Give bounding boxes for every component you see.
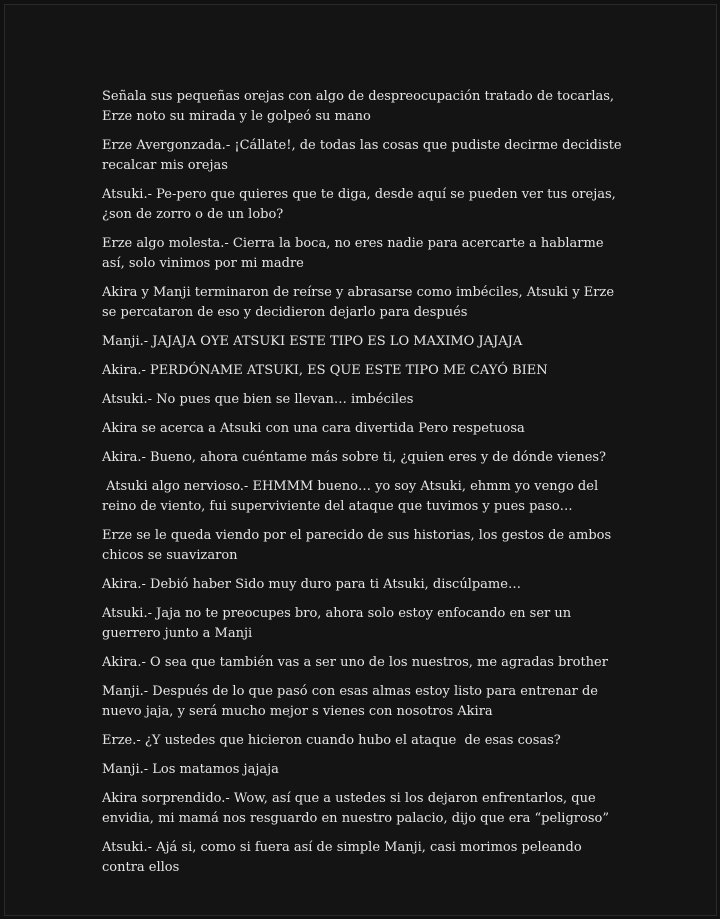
- paragraph: Akira.- Bueno, ahora cuéntame más sobre ti, ¿quien eres y de dónde vienes?: [102, 450, 607, 465]
- paragraph: Akira y Manji terminaron de reírse y abrasarse como imbéciles, Atsuki y Erze se percataron de eso y decidieron dejarlo para después: [102, 285, 619, 320]
- paragraph: Akira se acerca a Atsuki con una cara divertida Pero respetuosa: [102, 421, 525, 436]
- paragraph: Atsuki.- Jaja no te preocupes bro, ahora solo estoy enfocando en ser un guerrero junto a Manji: [102, 606, 576, 641]
- paragraph: Atsuki algo nervioso.- EHMMM bueno… yo soy Atsuki, ehmm yo vengo del reino de viento, fui superviviente del ataque que tuvimos y pues paso…: [102, 479, 603, 514]
- paragraph: Erze se le queda viendo por el parecido de sus historias, los gestos de ambos chicos se suavizaron: [102, 528, 616, 563]
- document-page: [4, 4, 717, 916]
- paragraph: Atsuki.- Pe-pero que quieres que te diga, desde aquí se pueden ver tus orejas, ¿son de zorro o de un lobo?: [102, 187, 620, 222]
- story-text: [102, 87, 624, 887]
- paragraph: Erze Avergonzada.- ¡Cállate!, de todas las cosas que pudiste decirme decidiste recalcar mis orejas: [102, 138, 626, 173]
- paragraph: Manji.- JAJAJA OYE ATSUKI ESTE TIPO ES LO MAXIMO JAJAJA: [102, 334, 523, 349]
- paragraph: Akira.- O sea que también vas a ser uno de los nuestros, me agradas brother: [102, 655, 608, 670]
- paragraph: Atsuki.- No pues que bien se llevan… imbéciles: [102, 392, 414, 407]
- paragraph: Erze.- ¿Y ustedes que hicieron cuando hubo el ataque de esas cosas?: [102, 733, 561, 748]
- paragraph: Akira.- PERDÓNAME ATSUKI, ES QUE ESTE TIPO ME CAYÓ BIEN: [102, 363, 548, 378]
- paragraph: Señala sus pequeñas orejas con algo de despreocupación tratado de tocarlas, Erze noto su mirada y le golpeó su mano: [102, 89, 619, 124]
- paragraph: Akira.- Debió haber Sido muy duro para ti Atsuki, discúlpame…: [102, 577, 521, 592]
- paragraph: Akira sorprendido.- Wow, así que a ustedes si los dejaron enfrentarlos, que envidia, mi mamá nos resguardo en nuestro palacio, dijo que era “peligroso”: [102, 791, 609, 826]
- paragraph: Manji.- Después de lo que pasó con esas almas estoy listo para entrenar de nuevo jaja, y será mucho mejor s vienes con nosotros Akira: [102, 684, 603, 719]
- paragraph: Atsuki.- Ajá si, como si fuera así de simple Manji, casi morimos peleando contra ellos: [102, 840, 586, 875]
- paragraph: Erze algo molesta.- Cierra la boca, no eres nadie para acercarte a hablarme así, solo vinimos por mi madre: [102, 236, 608, 271]
- paragraph: Manji.- Los matamos jajaja: [102, 762, 279, 777]
